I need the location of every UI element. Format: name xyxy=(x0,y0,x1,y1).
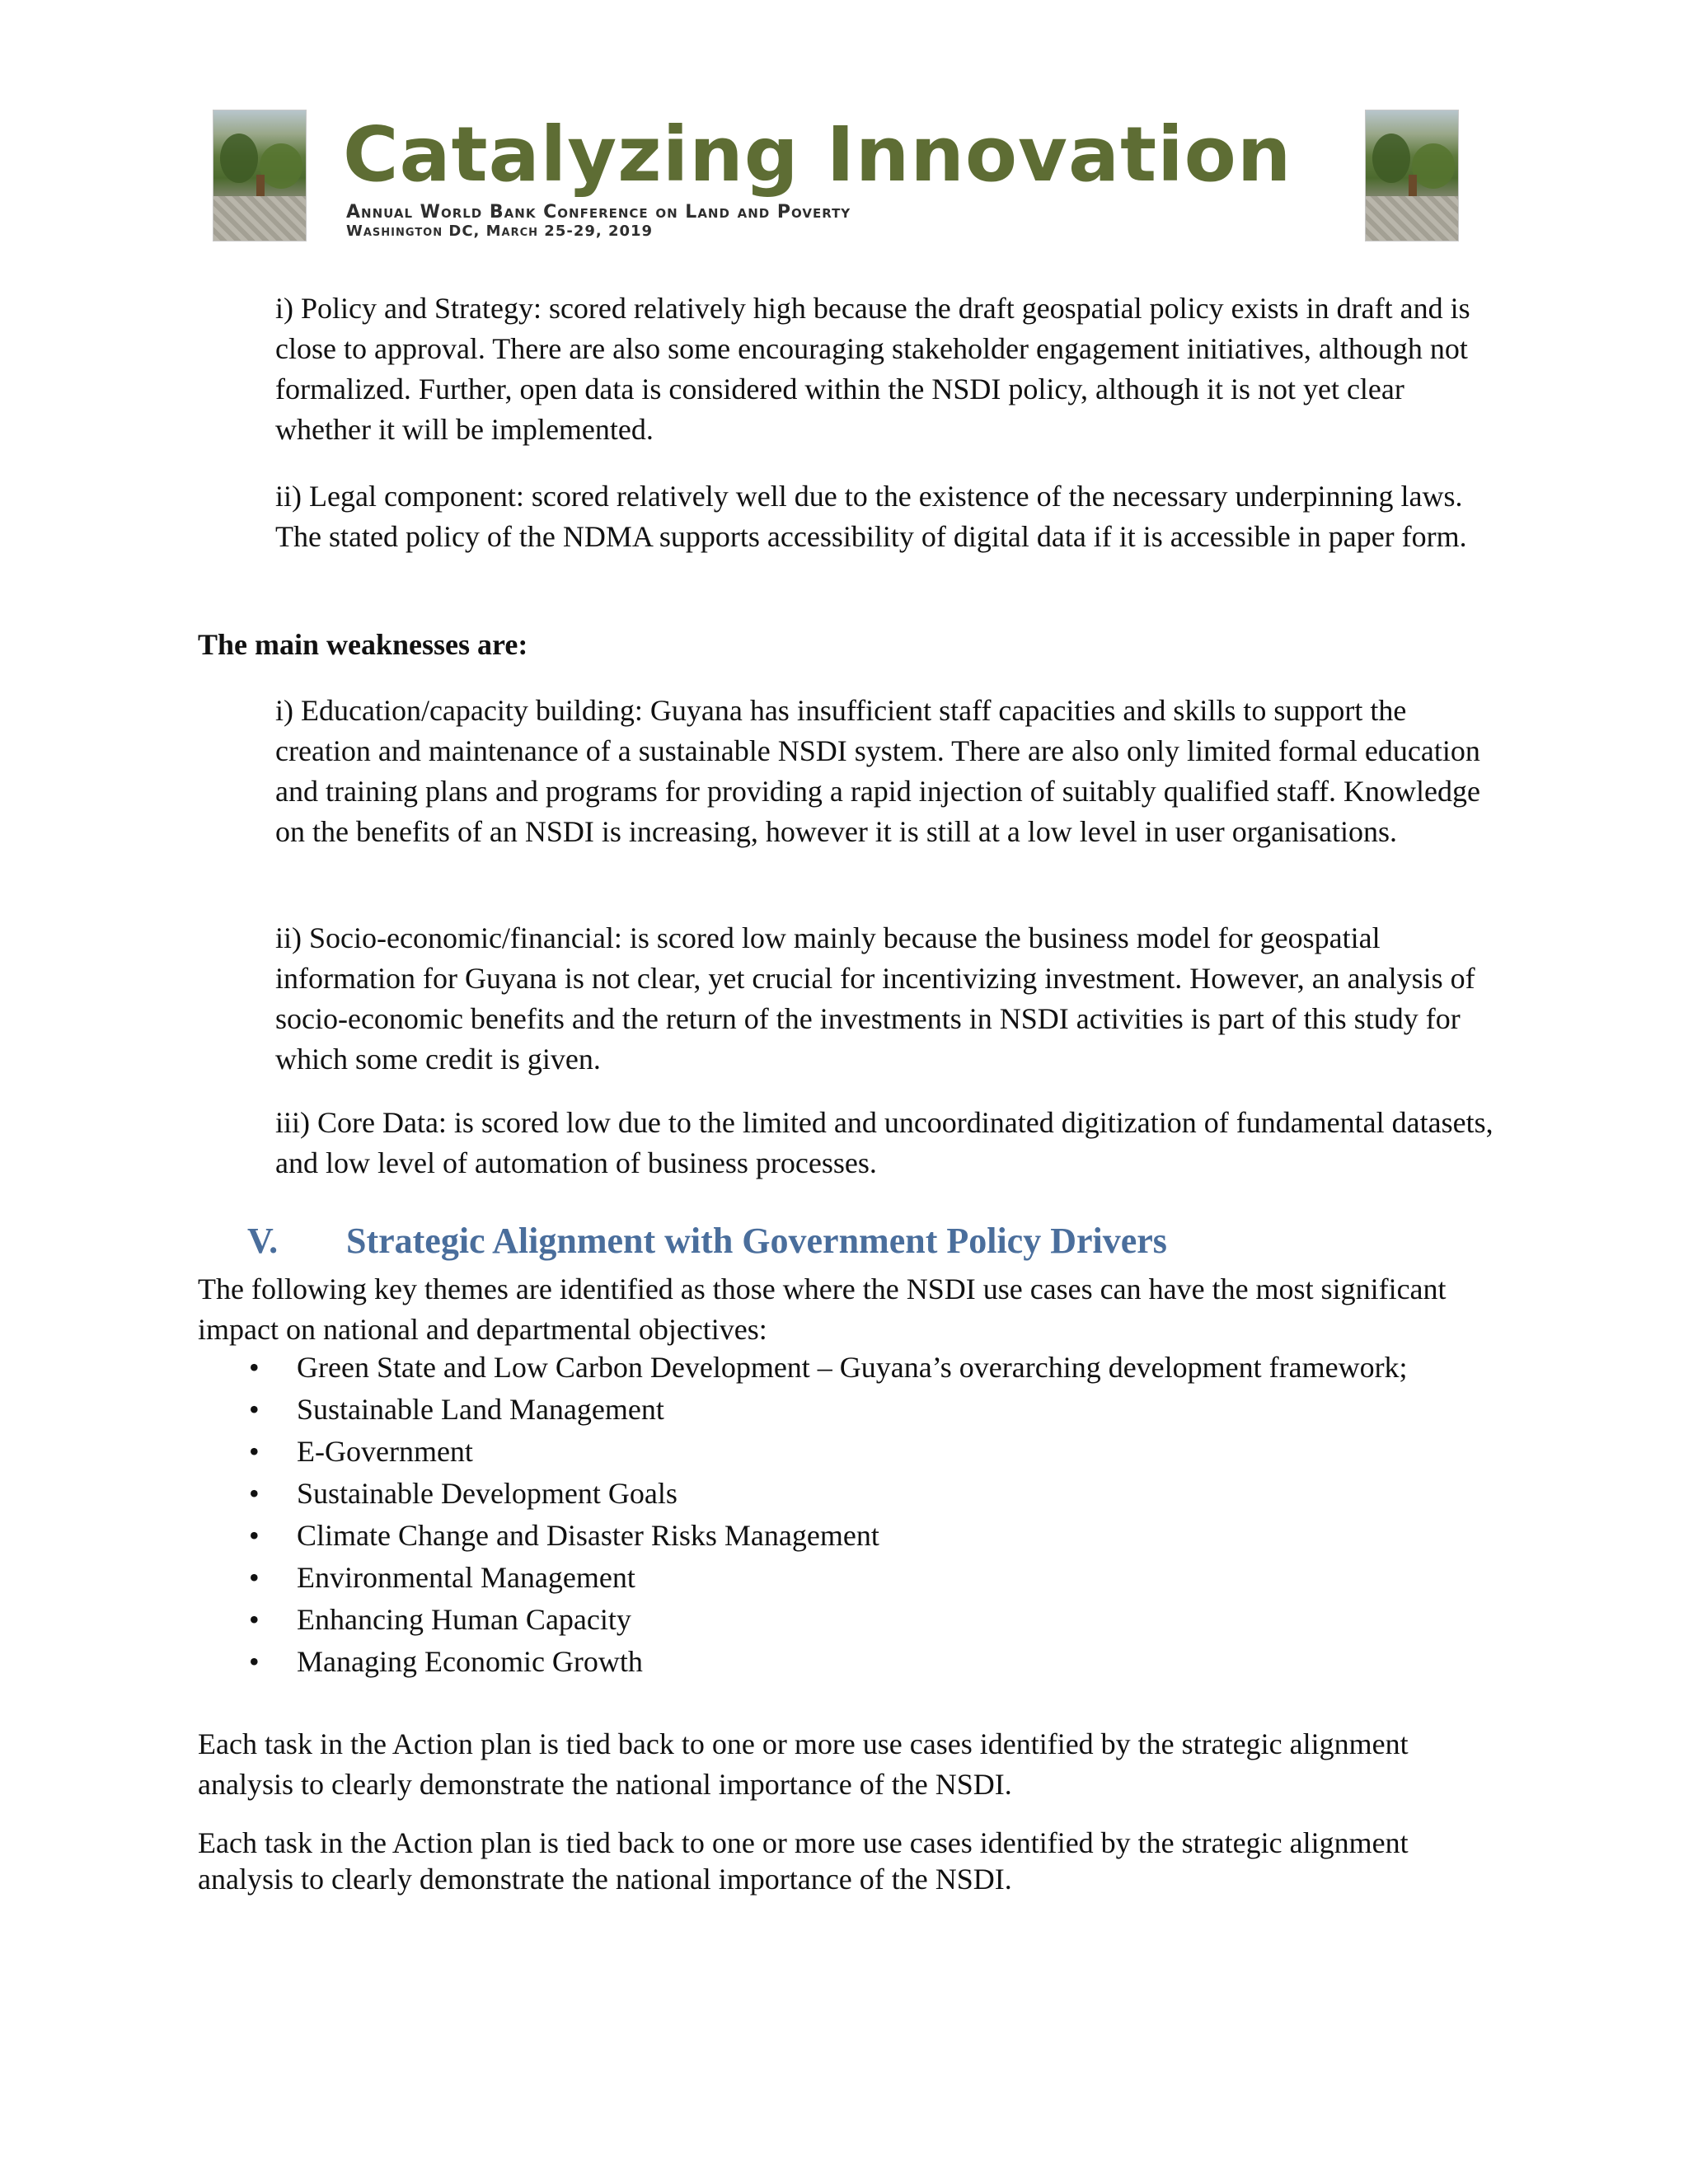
bullet-icon: • xyxy=(249,1603,260,1636)
pavement-shape xyxy=(213,196,306,241)
weakness-paragraph-education: i) Education/capacity building: Guyana has insufficient staff capacities and skills to support the creation and maintenance of a sustainable NSDI system. There are also only limited formal education and training plans and programs for providing a rapid injection of suitably qualified staff. Knowledge on the benefits of an NSDI is increasing, however it is still at a low level in user organisations. xyxy=(275,694,1480,848)
bullet-icon: • xyxy=(249,1561,260,1594)
tree-shape xyxy=(260,143,302,189)
bullet-icon: • xyxy=(249,1393,260,1426)
list-item: • Enhancing Human Capacity xyxy=(198,1599,1484,1641)
bullet-icon: • xyxy=(249,1351,260,1384)
list-item: • Managing Economic Growth xyxy=(198,1641,1484,1683)
banner-photo-right xyxy=(1365,110,1459,241)
banner-subtitle: Annual World Bank Conference on Land and Poverty xyxy=(346,202,851,223)
section-intro: The following key themes are identified as those where the NSDI use cases can have the most significant impact on national and departmental objectives: xyxy=(198,1272,1447,1346)
strength-paragraph-policy: i) Policy and Strategy: scored relatively high because the draft geospatial policy exists in draft and is close to approval. There are also some encouraging stakeholder engagement initiatives, although not formalized. Further, open data is considered within the NSDI policy, although it is not yet clear whether it will be implemented. xyxy=(275,292,1470,446)
banner-location: Washington DC, March 25-29, 2019 xyxy=(346,223,654,240)
section-number: V. xyxy=(247,1221,279,1261)
section-title: Strategic Alignment with Government Policy Drivers xyxy=(346,1221,1167,1261)
closing-paragraph-1: Each task in the Action plan is tied back to one or more use cases identified by the strategic alignment analysis to clearly demonstrate the national importance of the NSDI. xyxy=(198,1727,1409,1801)
section-heading xyxy=(247,1218,1167,1264)
themes-list xyxy=(198,1347,1484,1683)
weakness-paragraph-socioeconomic: ii) Socio-economic/financial: is scored low mainly because the business model for geospatial information for Guyana is not clear, yet crucial for incentivizing investment. However, an analysis of socio-economic benefits and the return of the investments in NSDI activities is part of this study for which some credit is given. xyxy=(275,921,1475,1076)
list-item: • Sustainable Land Management xyxy=(198,1389,1484,1431)
tree-shape xyxy=(1412,143,1455,189)
list-item: • E-Government xyxy=(198,1431,1484,1473)
bullet-icon: • xyxy=(249,1645,260,1678)
banner-photo-left xyxy=(213,110,307,241)
list-item: • Sustainable Development Goals xyxy=(198,1473,1484,1515)
tree-shape xyxy=(220,134,258,183)
tree-shape xyxy=(1372,134,1410,183)
closing-paragraph-2: Each task in the Action plan is tied back to one or more use cases identified by the strategic alignment analysis to clearly demonstrate the national importance of the NSDI. xyxy=(198,1826,1409,1896)
banner-title: Catalyzing Innovation xyxy=(343,110,1292,199)
list-item: • Climate Change and Disaster Risks Management xyxy=(198,1515,1484,1557)
bullet-icon: • xyxy=(249,1519,260,1552)
weaknesses-heading: The main weaknesses are: xyxy=(198,628,528,661)
pavement-shape xyxy=(1366,196,1458,241)
bullet-icon: • xyxy=(249,1435,260,1468)
strength-paragraph-legal: ii) Legal component: scored relatively well due to the existence of the necessary underpinning laws. The stated policy of the NDMA supports accessibility of digital data if it is accessible in paper form. xyxy=(275,480,1467,553)
conference-banner xyxy=(213,110,1457,243)
bullet-icon: • xyxy=(249,1477,260,1510)
list-item: • Environmental Management xyxy=(198,1557,1484,1599)
list-item: • Green State and Low Carbon Development – Guyana’s overarching development framework; xyxy=(198,1347,1484,1389)
weakness-paragraph-core-data: iii) Core Data: is scored low due to the limited and uncoordinated digitization of fundamental datasets, and low level of automation of business processes. xyxy=(275,1106,1493,1179)
